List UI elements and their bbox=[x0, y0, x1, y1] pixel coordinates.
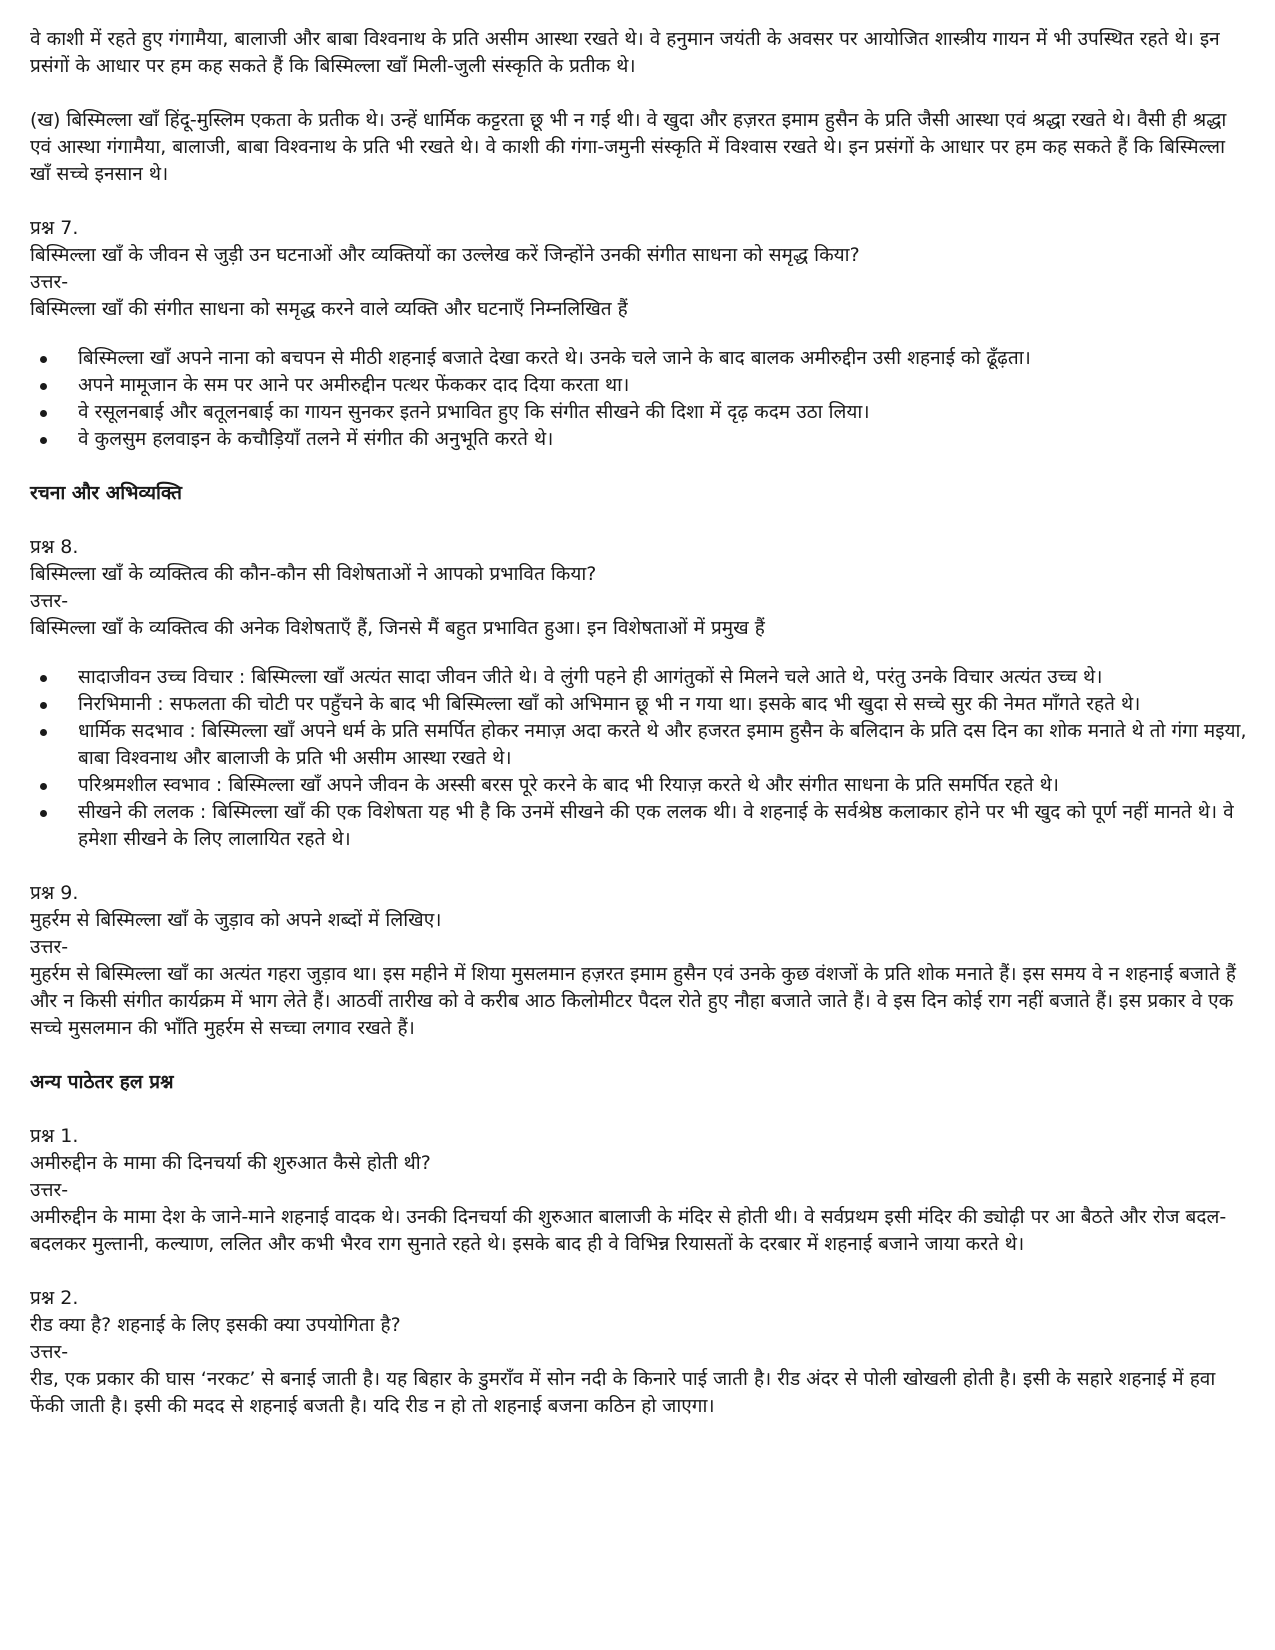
answer-label: उत्तर- bbox=[30, 1341, 69, 1363]
bullet-icon bbox=[40, 729, 47, 736]
list-item: वे कुलसुम हलवाइन के कचौड़ियाँ तलने में संगीत की अनुभूति करते थे। bbox=[30, 426, 1250, 453]
list-item: सादाजीवन उच्च विचार : बिस्मिल्ला खाँ अत्यंत सादा जीवन जीते थे। वे लुंगी पहने ही आगंतुकों से मिलने चले आते थे, परंतु उनके विचार अत्यंत उच्च थे। bbox=[30, 664, 1250, 691]
answer-label: उत्तर- bbox=[30, 936, 69, 958]
question-text: रीड क्या है? शहनाई के लिए इसकी क्या उपयोगिता है? bbox=[30, 1314, 401, 1336]
list-item: सीखने की ललक : बिस्मिल्ला खाँ की एक विशेषता यह भी है कि उनमें सीखने की एक ललक थी। वे शहनाई के सर्वश्रेष्ठ कलाकार होने पर भी खुद को पूर्ण नहीं मानते थे। वे हमेशा सीखने के लिए लालायित रहते थे। bbox=[30, 799, 1250, 853]
list-item: वे रसूलनबाई और बतूलनबाई का गायन सुनकर इतने प्रभावित हुए कि संगीत सीखने की दिशा में दृढ़ कदम उठा लिया। bbox=[30, 399, 1250, 426]
bullet-icon bbox=[40, 702, 47, 709]
bullet-icon bbox=[40, 783, 47, 790]
question-text: अमीरुद्दीन के मामा की दिनचर्या की शुरुआत कैसे होती थी? bbox=[30, 1152, 431, 1174]
section-heading: रचना और अभिव्यक्ति bbox=[30, 482, 182, 504]
bullet-icon bbox=[40, 410, 47, 417]
answer-text: रीड, एक प्रकार की घास ‘नरकट’ से बनाई जाती है। यह बिहार के डुमराँव में सोन नदी के किनारे पाई जाती है। रीड अंदर से पोली खोखली होती है। इसी के सहारे शहनाई में हवा फेंकी जाती है। इसी की मदद से शहनाई बजती है। यदि रीड न हो तो शहनाई बजना कठिन हो जाएगा। bbox=[30, 1368, 1216, 1417]
list-item: धार्मिक सदभाव : बिस्मिल्ला खाँ अपने धर्म के प्रति समर्पित होकर नमाज़ अदा करते थे और हजरत इमाम हुसैन के बलिदान के प्रति दस दिन का शोक मनाते थे तो गंगा मइया, बाबा विश्वनाथ और बालाजी के प्रति भी असीम आस्था रखते थे। bbox=[30, 718, 1250, 772]
answer-label: उत्तर- bbox=[30, 1179, 69, 1201]
intro-paragraph: वे काशी में रहते हुए गंगामैया, बालाजी और बाबा विश्वनाथ के प्रति असीम आस्था रखते थे। वे हनुमान जयंती के अवसर पर आयोजित शास्त्रीय गायन में भी उपस्थित रहते थे। इन प्रसंगों के आधार पर हम कह सकते हैं कि बिस्मिल्ला खाँ मिली-जुली संस्कृति के प्रतीक थे। bbox=[30, 28, 1220, 77]
question-label: प्रश्न 9. bbox=[30, 882, 79, 904]
list-item: अपने मामूजान के सम पर आने पर अमीरुद्दीन पत्थर फेंककर दाद दिया करता था। bbox=[30, 372, 1250, 399]
question-8-block bbox=[30, 534, 1250, 853]
answer-text: बिस्मिल्ला खाँ की संगीत साधना को समृद्ध करने वाले व्यक्ति और घटनाएँ निम्नलिखित हैं bbox=[30, 298, 628, 320]
question-label: प्रश्न 2. bbox=[30, 1287, 79, 1309]
other-question-1-block bbox=[30, 1123, 1250, 1258]
question-7-block bbox=[30, 215, 1250, 453]
answer-text: मुहर्रम से बिस्मिल्ला खाँ का अत्यंत गहरा जुड़ाव था। इस महीने में शिया मुसलमान हज़रत इमाम हुसैन एवं उनके कुछ वंशजों के प्रति शोक मनाते हैं। इस समय वे न शहनाई बजाते हैं और न किसी संगीत कार्यक्रम में भाग लेते हैं। आठवीं तारीख को वे करीब आठ किलोमीटर पैदल रोते हुए नौहा बजाते जाते हैं। वे इस दिन कोई राग नहीं बजाते हैं। इस प्रकार वे एक सच्चे मुसलमान की भाँति मुहर्रम से सच्चा लगाव रखते हैं। bbox=[30, 963, 1236, 1039]
question-label: प्रश्न 8. bbox=[30, 536, 79, 558]
bullet-icon bbox=[40, 437, 47, 444]
answer-bullet-list bbox=[30, 664, 1250, 853]
answer-bullet-list bbox=[30, 345, 1250, 453]
question-text: बिस्मिल्ला खाँ के जीवन से जुड़ी उन घटनाओं और व्यक्तियों का उल्लेख करें जिन्होंने उनकी संगीत साधना को समृद्ध किया? bbox=[30, 244, 860, 266]
other-question-2-block bbox=[30, 1285, 1250, 1420]
bullet-icon bbox=[40, 675, 47, 682]
answer-label: उत्तर- bbox=[30, 271, 69, 293]
list-item: निरभिमानी : सफलता की चोटी पर पहुँचने के बाद भी बिस्मिल्ला खाँ को अभिमान छू भी न गया था। इसके बाद भी खुदा से सच्चे सुर की नेमत माँगते रहते थे। bbox=[30, 691, 1250, 718]
answer-text: बिस्मिल्ला खाँ के व्यक्तित्व की अनेक विशेषताएँ हैं, जिनसे मैं बहुत प्रभावित हुआ। इन विशेषताओं में प्रमुख हैं bbox=[30, 617, 765, 639]
question-label: प्रश्न 1. bbox=[30, 1125, 79, 1147]
question-label: प्रश्न 7. bbox=[30, 217, 79, 239]
bullet-icon bbox=[40, 356, 47, 363]
kha-paragraph: (ख) बिस्मिल्ला खाँ हिंदू-मुस्लिम एकता के प्रतीक थे। उन्हें धार्मिक कट्टरता छू भी न गई थी। वे खुदा और हज़रत इमाम हुसैन के प्रति जैसी आस्था एवं श्रद्धा रखते थे। वैसी ही श्रद्धा एवं आस्था गंगामैया, बालाजी, बाबा विश्वनाथ के प्रति भी रखते थे। वे काशी की गंगा-जमुनी संस्कृति में विश्वास रखते थे। इन प्रसंगों के आधार पर हम कह सकते हैं कि बिस्मिल्ला खाँ सच्चे इनसान थे। bbox=[30, 109, 1227, 185]
list-item: परिश्रमशील स्वभाव : बिस्मिल्ला खाँ अपने जीवन के अस्सी बरस पूरे करने के बाद भी रियाज़ करते थे और संगीत साधना के प्रति समर्पित रहते थे। bbox=[30, 772, 1250, 799]
question-9-block bbox=[30, 880, 1250, 1042]
bullet-icon bbox=[40, 810, 47, 817]
question-text: मुहर्रम से बिस्मिल्ला खाँ के जुड़ाव को अपने शब्दों में लिखिए। bbox=[30, 909, 442, 931]
list-item: बिस्मिल्ला खाँ अपने नाना को बचपन से मीठी शहनाई बजाते देखा करते थे। उनके चले जाने के बाद बालक अमीरुद्दीन उसी शहनाई को ढूँढ़ता। bbox=[30, 345, 1250, 372]
document-page bbox=[30, 26, 1250, 1420]
answer-text: अमीरुद्दीन के मामा देश के जाने-माने शहनाई वादक थे। उनकी दिनचर्या की शुरुआत बालाजी के मंदिर से होती थी। वे सर्वप्रथम इसी मंदिर की ड्योढ़ी पर आ बैठते और रोज बदल-बदलकर मुल्तानी, कल्याण, ललित और कभी भैरव राग सुनाते रहते थे। इसके बाद ही वे विभिन्न रियासतों के दरबार में शहनाई बजाने जाया करते थे। bbox=[30, 1206, 1227, 1255]
answer-label: उत्तर- bbox=[30, 590, 69, 612]
bullet-icon bbox=[40, 383, 47, 390]
question-text: बिस्मिल्ला खाँ के व्यक्तित्व की कौन-कौन सी विशेषताओं ने आपको प्रभावित किया? bbox=[30, 563, 597, 585]
section-heading: अन्य पाठेतर हल प्रश्न bbox=[30, 1071, 174, 1093]
